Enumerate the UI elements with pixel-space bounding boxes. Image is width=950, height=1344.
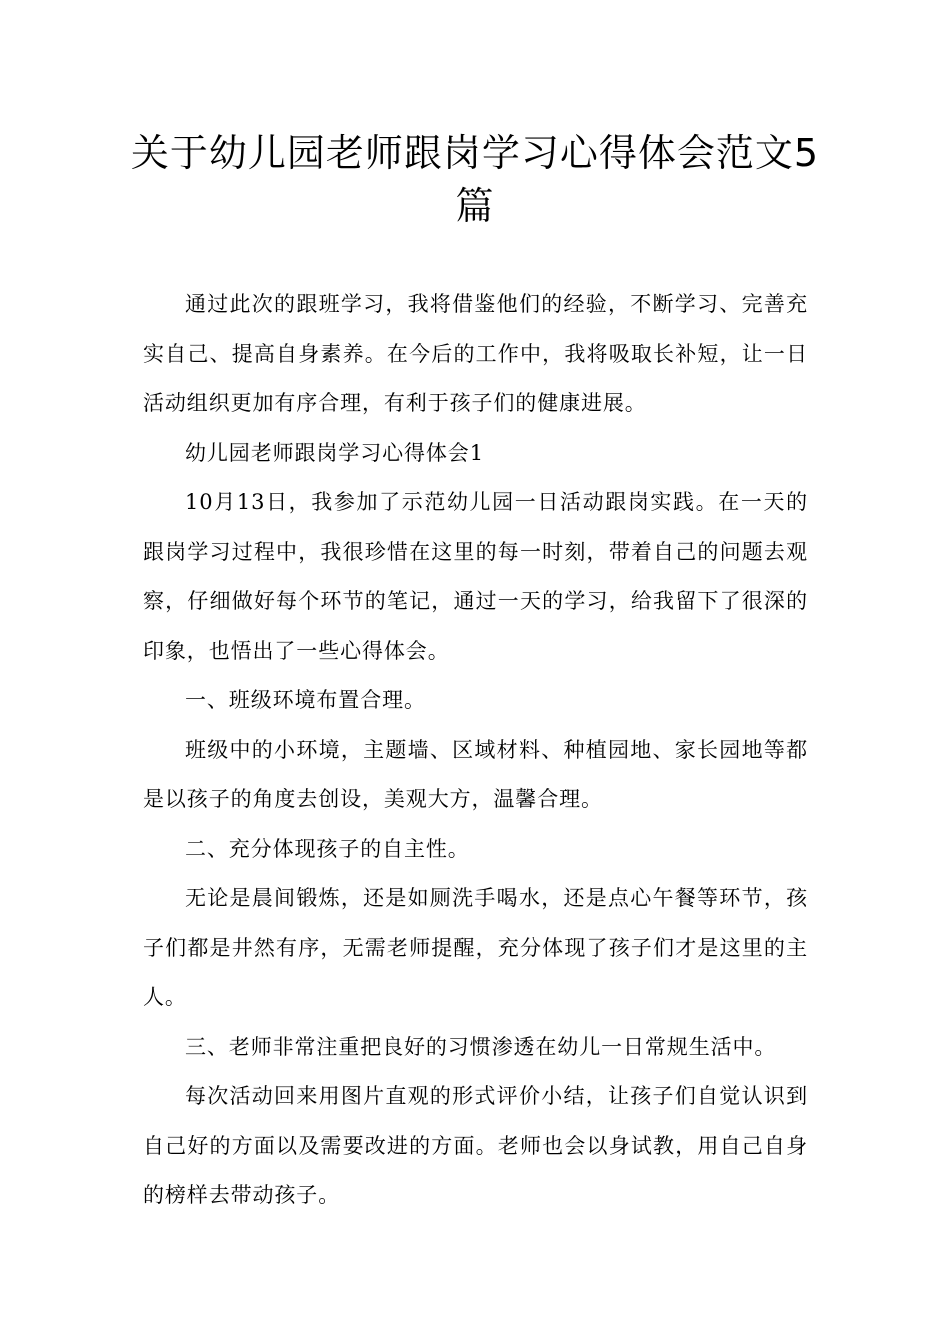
paragraph: 班级中的小环境，主题墙、区域材料、种植园地、家长园地等都是以孩子的角度去创设，美观大方，温馨合理。 [143,737,808,811]
point-heading-2: 二、充分体现孩子的自主性。 [185,836,470,861]
point-heading-3: 三、老师非常注重把良好的习惯渗透在幼儿一日常规生活中。 [185,1034,777,1059]
paragraph-intro: 通过此次的跟班学习，我将借鉴他们的经验，不断学习、完善充实自己、提高自身素养。在今后的工作中，我将吸取长补短，让一日活动组织更加有序合理，有利于孩子们的健康进展。 [143,292,808,415]
section-heading: 幼儿园老师跟岗学习心得体会1 [185,440,484,465]
point-heading-1: 一、班级环境布置合理。 [185,688,426,712]
document-title: 关于幼儿园老师跟岗学习心得体会范文5篇 [130,131,820,228]
document-body [143,280,808,1221]
paragraph: 每次活动回来用图片直观的形式评价小结，让孩子们自觉认识到自己好的方面以及需要改进的方面。老师也会以身试教，用自己自身的榜样去带动孩子。 [143,1084,808,1207]
paragraph: 无论是晨间锻炼，还是如厕洗手喝水，还是点心午餐等环节，孩子们都是井然有序，无需老师提醒，充分体现了孩子们才是这里的主人。 [143,886,808,1009]
paragraph: 10月13日，我参加了示范幼儿园一日活动跟岗实践。在一天的跟岗学习过程中，我很珍惜在这里的每一时刻，带着自己的问题去观察，仔细做好每个环节的笔记，通过一天的学习，给我留下了很深的印象，也悟出了一些心得体会。 [143,490,808,663]
